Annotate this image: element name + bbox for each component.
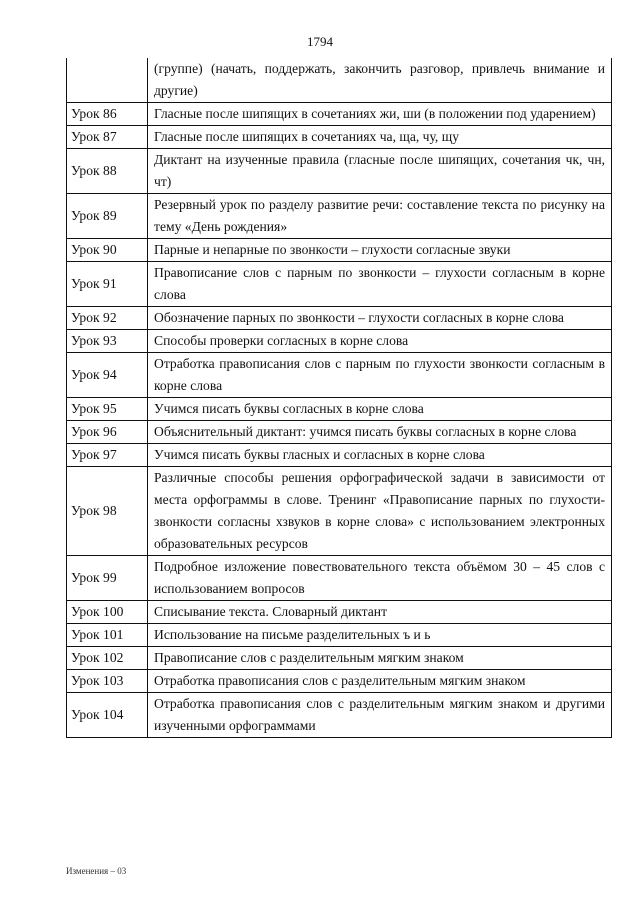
lesson-number: Урок 104: [67, 693, 148, 738]
lesson-number: Урок 100: [67, 601, 148, 624]
lesson-number: Урок 96: [67, 421, 148, 444]
table-row: [67, 330, 612, 353]
table-row: [67, 58, 612, 103]
page-number: 1794: [307, 34, 333, 49]
table-row: [67, 353, 612, 398]
lesson-number: Урок 94: [67, 353, 148, 398]
table-row: [67, 398, 612, 421]
lesson-topic: Резервный урок по разделу развитие речи: составление текста по рисунку на тему «День рождения»: [148, 194, 612, 239]
table-row: [67, 624, 612, 647]
revision-footer: Изменения – 03: [66, 866, 127, 876]
table-row: [67, 601, 612, 624]
table-row: [67, 126, 612, 149]
lesson-number: Урок 88: [67, 149, 148, 194]
lesson-number: Урок 99: [67, 556, 148, 601]
lesson-topic: (группе) (начать, поддержать, закончить разговор, привлечь внимание и другие): [148, 58, 612, 103]
lesson-topic: Отработка правописания слов с разделительным мягким знаком и другими изученными орфограммами: [148, 693, 612, 738]
lesson-topic: Диктант на изученные правила (гласные после шипящих, сочетания чк, чн, чт): [148, 149, 612, 194]
lesson-number: [67, 58, 148, 103]
table-row: [67, 194, 612, 239]
table-row: [67, 467, 612, 556]
lesson-topic: Учимся писать буквы согласных в корне слова: [148, 398, 612, 421]
lesson-topic: Различные способы решения орфографической задачи в зависимости от места орфограммы в слове. Тренинг «Правописание парных по глухости-звонкости согласны хзвуков в корне слова» с использованием электронных образовательных ресурсов: [148, 467, 612, 556]
lesson-plan-table: [66, 58, 612, 738]
lesson-topic: Отработка правописания слов с парным по глухости звонкости согласным в корне слова: [148, 353, 612, 398]
lesson-number: Урок 86: [67, 103, 148, 126]
lesson-number: Урок 92: [67, 307, 148, 330]
lesson-topic: Способы проверки согласных в корне слова: [148, 330, 612, 353]
lesson-number: Урок 91: [67, 262, 148, 307]
table-row: [67, 421, 612, 444]
lesson-topic: Гласные после шипящих в сочетаниях ча, ща, чу, щу: [148, 126, 612, 149]
table-row: [67, 262, 612, 307]
lesson-topic: Использование на письме разделительных ъ и ь: [148, 624, 612, 647]
lesson-number: Урок 90: [67, 239, 148, 262]
lesson-number: Урок 87: [67, 126, 148, 149]
lesson-topic: Правописание слов с разделительным мягким знаком: [148, 647, 612, 670]
table-row: [67, 444, 612, 467]
lesson-topic: Списывание текста. Словарный диктант: [148, 601, 612, 624]
lesson-rows: [67, 58, 612, 738]
lesson-number: Урок 93: [67, 330, 148, 353]
lesson-topic: Отработка правописания слов с разделительным мягким знаком: [148, 670, 612, 693]
lesson-number: Урок 103: [67, 670, 148, 693]
table-row: [67, 103, 612, 126]
table-row: [67, 239, 612, 262]
table-row: [67, 149, 612, 194]
lesson-topic: Правописание слов с парным по звонкости – глухости согласным в корне слова: [148, 262, 612, 307]
table-row: [67, 556, 612, 601]
table-row: [67, 647, 612, 670]
table-row: [67, 693, 612, 738]
lesson-topic: Объяснительный диктант: учимся писать буквы согласных в корне слова: [148, 421, 612, 444]
lesson-topic: Учимся писать буквы гласных и согласных в корне слова: [148, 444, 612, 467]
lesson-topic: Подробное изложение повествовательного текста объёмом 30 – 45 слов с использованием вопросов: [148, 556, 612, 601]
lesson-topic: Парные и непарные по звонкости – глухости согласные звуки: [148, 239, 612, 262]
lesson-topic: Обозначение парных по звонкости – глухости согласных в корне слова: [148, 307, 612, 330]
lesson-number: Урок 95: [67, 398, 148, 421]
lesson-number: Урок 89: [67, 194, 148, 239]
lesson-number: Урок 98: [67, 467, 148, 556]
lesson-number: Урок 102: [67, 647, 148, 670]
lesson-topic: Гласные после шипящих в сочетаниях жи, ши (в положении под ударением): [148, 103, 612, 126]
table-row: [67, 307, 612, 330]
lesson-number: Урок 97: [67, 444, 148, 467]
table-row: [67, 670, 612, 693]
lesson-number: Урок 101: [67, 624, 148, 647]
